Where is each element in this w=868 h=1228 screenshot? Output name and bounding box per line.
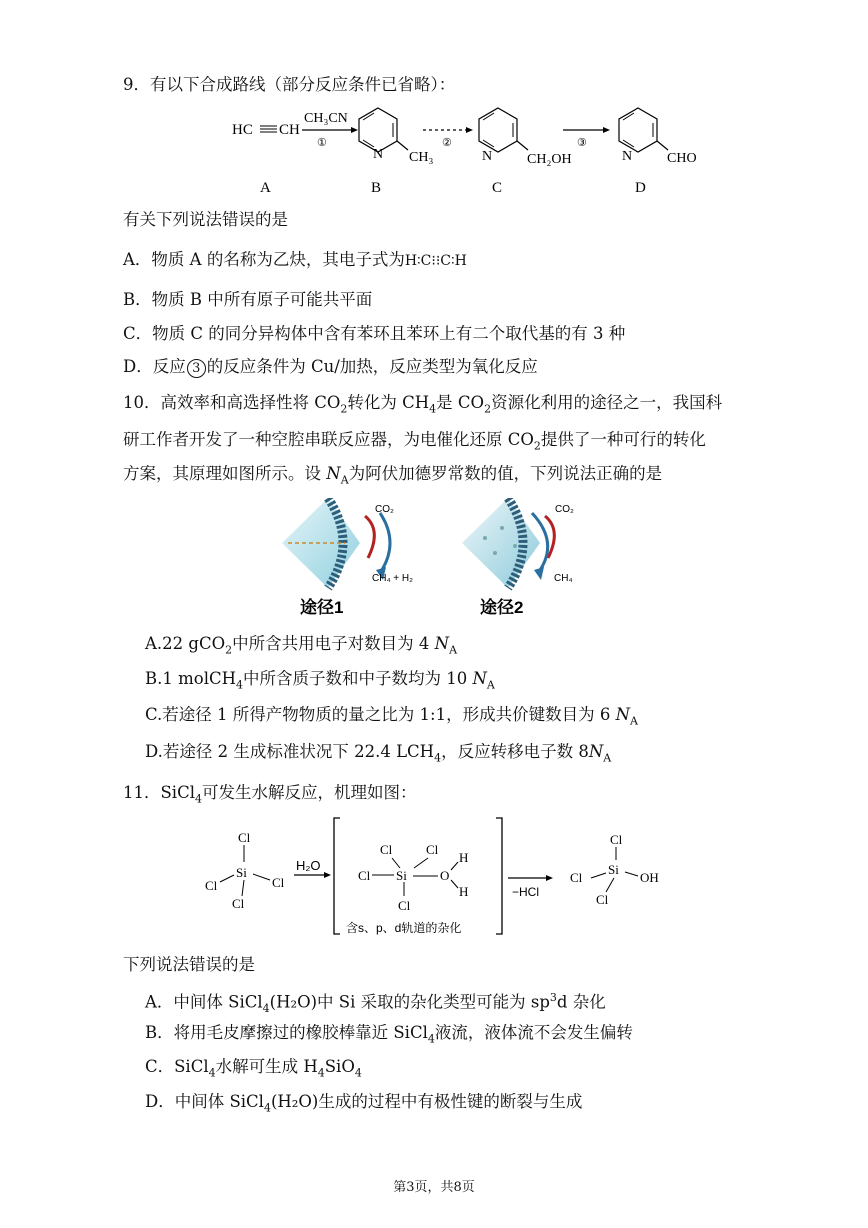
- hybrid-note: 含s、p、d轨道的杂化: [346, 921, 462, 935]
- svg-text:Si: Si: [236, 865, 247, 880]
- svg-text:Si: Si: [608, 862, 619, 877]
- step-1: ①: [317, 137, 327, 149]
- label-b: B: [371, 180, 382, 196]
- q9-stem: 9．有以下合成路线（部分反应条件已省略）：: [123, 75, 456, 94]
- q10-option-b: B.1 molCH$_4$中所含质子数和中子数均为 10 $N_A$: [145, 669, 495, 692]
- svg-text:Cl: Cl: [426, 842, 439, 857]
- pathway-2: [462, 498, 574, 617]
- p2-label: 途径2: [480, 598, 524, 617]
- pathway-1: [282, 498, 413, 617]
- b-sub: CH₃: [409, 150, 434, 165]
- q9-option-a: A．物质 A 的名称为乙炔，其电子式为H∶C⁝⁝C∶H: [123, 250, 467, 269]
- q11-option-c: C．SiCl$_4$水解可生成 $H_4SiO_4$: [145, 1057, 362, 1080]
- compound-c: [479, 108, 528, 152]
- product: [570, 832, 659, 907]
- p2-output: CH₄: [554, 573, 573, 584]
- q10-option-d: D.若途径 2 生成标准状况下 22.4 $LCH_4$，反应转移电子数 $8N_A$: [145, 742, 612, 765]
- label-d: D: [635, 180, 646, 196]
- q9-option-d: D．反应 3 的反应条件为 Cu/加热，反应类型为氧化反应: [123, 357, 538, 376]
- svg-text:H: H: [459, 850, 469, 865]
- circled-3: 3: [187, 359, 206, 378]
- electron-formula: H∶C⁝⁝C∶H: [404, 253, 467, 269]
- c-ring-n: N: [482, 149, 493, 164]
- reagent-1: CH₃CN: [304, 111, 348, 126]
- p1-output: CH₄ + H₂: [372, 573, 414, 584]
- step-3: ③: [577, 137, 587, 149]
- q9-synthesis-scheme: [220, 100, 720, 200]
- sicl4: [205, 830, 285, 911]
- compound-b: [359, 108, 408, 152]
- q11-option-d: D．中间体 SiCl$_4$(H₂O)生成的过程中有极性键的断裂与生成: [145, 1092, 583, 1115]
- svg-text:H: H: [459, 884, 469, 899]
- a-right: CH: [279, 122, 300, 138]
- q11-option-b: B．将用毛皮摩擦过的橡胶棒靠近 SiCl$_4$液流，液体流不会发生偏转: [145, 1023, 633, 1046]
- q10-option-a: A.22 gCO$_2$中所含共用电子对数目为 4 $N_A$: [145, 634, 458, 657]
- q11-stem: 11．SiCl$_4$可发生水解反应，机理如图：: [123, 783, 417, 806]
- label-a: A: [260, 180, 271, 196]
- svg-text:Cl: Cl: [570, 870, 583, 885]
- p1-input: CO₂: [375, 504, 394, 515]
- svg-text:Cl: Cl: [398, 898, 411, 913]
- q10-stem-line1: 10．高效率和高选择性将 $CO_2$转化为 $CH_4$是 $CO_2$资源化利用的途径之一，我国科: [123, 393, 723, 416]
- q9-option-c: C．物质 C 的同分异构体中含有苯环且苯环上有二个取代基的有 3 种: [123, 324, 626, 343]
- compound-d: [619, 108, 668, 152]
- c-sub: CH₂OH: [527, 152, 572, 167]
- d-sub: CHO: [667, 151, 697, 166]
- svg-text:O: O: [440, 868, 450, 883]
- svg-text:Cl: Cl: [272, 875, 285, 890]
- q11-option-a: A．中间体 SiCl$_4$(H₂O)中 Si 采取的杂化类型可能为 $sp^3d$ 杂化: [145, 991, 606, 1015]
- q11-question: 下列说法错误的是: [123, 955, 255, 974]
- q10-stem-line3: 方案，其原理如图所示。设 $N_A$为阿伏加德罗常数的值，下列说法正确的是: [123, 464, 663, 487]
- svg-text:Cl: Cl: [358, 868, 371, 883]
- d-ring-n: N: [622, 149, 633, 164]
- h2o-reagent: H₂O: [296, 858, 321, 873]
- b-ring-n: N: [373, 147, 384, 162]
- a-left: HC: [232, 122, 253, 138]
- q10-option-c: C.若途径 1 所得产物物质的量之比为 1:1，形成共价键数目为 6 $N_A$: [145, 705, 638, 728]
- svg-text:Cl: Cl: [232, 896, 245, 911]
- svg-text:Si: Si: [396, 868, 407, 883]
- svg-text:Cl: Cl: [380, 842, 393, 857]
- q11-mechanism-scheme: [200, 812, 680, 942]
- q10-pathway-figure: [270, 498, 590, 623]
- minus-hcl: −HCl: [512, 885, 540, 899]
- page-footer: 第3页，共8页: [393, 1180, 475, 1195]
- svg-text:OH: OH: [640, 870, 659, 885]
- q9-question: 有关下列说法错误的是: [123, 210, 288, 229]
- q10-stem-line2: 研工作者开发了一种空腔串联反应器，为电催化还原 $CO_2$提供了一种可行的转化: [123, 430, 706, 453]
- q9-option-b: B．物质 B 中所有原子可能共平面: [123, 290, 373, 309]
- svg-text:Cl: Cl: [596, 892, 609, 907]
- svg-text:Cl: Cl: [610, 832, 623, 847]
- intermediate: [358, 842, 468, 913]
- p2-input: CO₂: [555, 504, 574, 515]
- p1-label: 途径1: [300, 598, 344, 617]
- label-c: C: [492, 180, 503, 196]
- step-2: ②: [442, 137, 452, 149]
- svg-text:Cl: Cl: [238, 830, 251, 845]
- svg-text:Cl: Cl: [205, 878, 218, 893]
